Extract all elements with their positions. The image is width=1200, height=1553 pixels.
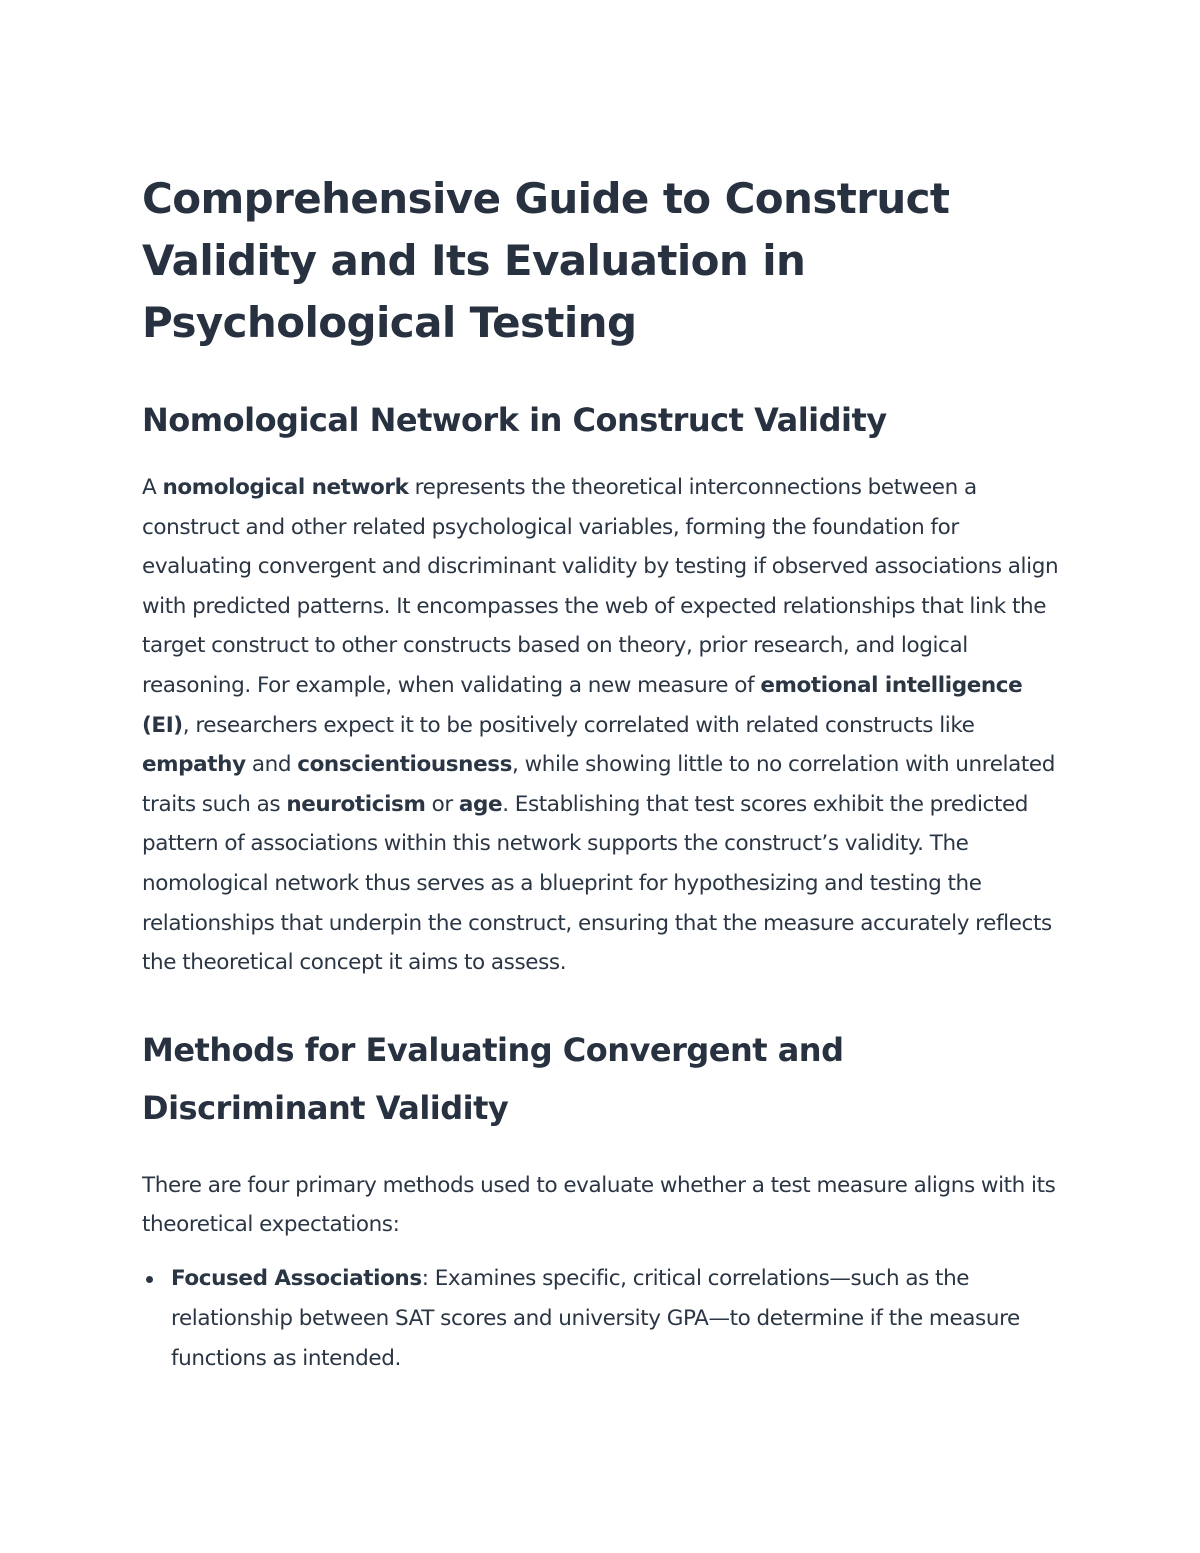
paragraph-text: A: [142, 475, 163, 500]
term-empathy: empathy: [142, 752, 246, 778]
paragraph-text: , researchers expect it to be positively correlated with related constructs like: [182, 712, 975, 738]
methods-list: [142, 1259, 1072, 1379]
term-conscientiousness: conscientiousness: [297, 752, 513, 778]
term-age: age: [458, 791, 503, 817]
list-item-text: : Examines specific, critical correlations—such as the relationship between SAT scores and university GPA—to determine if the measure functions as intended.: [171, 1265, 1020, 1371]
methods-intro-paragraph: There are four primary methods used to evaluate whether a test measure aligns with its theoretical expectations:: [142, 1172, 1056, 1238]
paragraph-text: and: [245, 752, 298, 778]
section-heading-nomological-network: Nomological Network in Construct Validity: [142, 401, 887, 439]
list-item: [171, 1259, 1072, 1379]
paragraph-text: , while showing little to no correlation with unrelated traits such as: [142, 752, 1056, 817]
term-emotional-intelligence: emotional intelligence (EI): [142, 672, 1023, 738]
term-neuroticism: neuroticism: [286, 791, 426, 817]
paragraph-text: or: [425, 791, 459, 817]
list-item-term: Focused Associations: [171, 1265, 422, 1291]
section-heading-evaluation-methods: Methods for Evaluating Convergent and Discriminant Validity: [142, 1030, 844, 1127]
paragraph-text: . Establishing that test scores exhibit the predicted pattern of associations within this network supports the construct’s validity. The nomological network thus serves as a blueprint for hypothesizing and testing the relationships that underpin the construct, ensuring that the measure accurately reflects the theoretical concept it aims to assess.: [142, 791, 1052, 976]
document-page: [142, 168, 1072, 1379]
bullet-icon: [146, 1276, 153, 1283]
paragraph-text: represents the theoretical interconnections between a construct and other related psychological variables, forming the foundation for evaluating convergent and discriminant validity by testing if observed associations align with predicted patterns. It encompasses the web of expected relationships that link the target construct to other constructs based on theory, prior research, and logical reasoning. For example, when validating a new measure of: [142, 475, 1059, 698]
document-title: Comprehensive Guide to Construct Validity and Its Evaluation in Psychological Testing: [142, 174, 950, 347]
term-nomological-network: nomological network: [162, 475, 409, 500]
nomological-network-paragraph: [142, 468, 1072, 983]
